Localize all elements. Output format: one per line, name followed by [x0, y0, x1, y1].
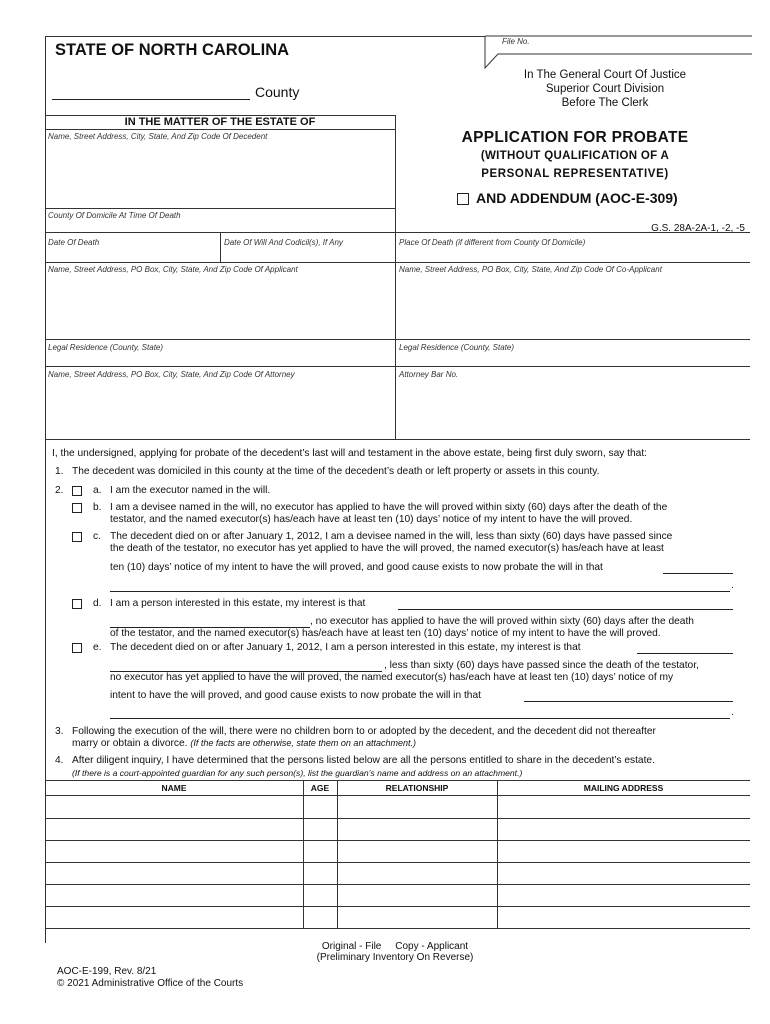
2c-reason-line-1[interactable]: [663, 573, 733, 574]
county-input-line[interactable]: [52, 99, 250, 100]
item-4-note: (If there is a court-appointed guardian for any such person(s), list the guardian’s name and address on an attachment.): [72, 768, 523, 778]
item-1-number: 1.: [55, 466, 64, 477]
item-2c-letter: c.: [93, 531, 101, 542]
attorney-label: Name, Street Address, PO Box, City, State, And Zip Code Of Attorney: [48, 370, 295, 379]
2e-interest-line-1[interactable]: [637, 653, 733, 654]
legal-residence-field[interactable]: [47, 353, 392, 365]
place-death-label: Place Of Death (if different from County Of Domicile): [399, 238, 586, 247]
table-row[interactable]: [46, 796, 749, 817]
2e-reason-line-2[interactable]: [110, 718, 730, 719]
item-2a-letter: a.: [93, 485, 102, 496]
item-3-number: 3.: [55, 726, 64, 737]
form-subtitle-2: PERSONAL REPRESENTATIVE): [481, 168, 669, 180]
applicant-field[interactable]: [47, 276, 392, 336]
file-no-label: File No.: [502, 37, 530, 46]
date-divider: [220, 232, 221, 262]
court-line-3: Before The Clerk: [561, 97, 649, 109]
date-death-field[interactable]: [47, 248, 217, 260]
item-2d-letter: d.: [93, 598, 102, 609]
col-header-relationship: RELATIONSHIP: [385, 783, 449, 793]
top-border-left: [45, 36, 485, 37]
item-3-line2: [72, 738, 416, 749]
table-bottom: [45, 928, 750, 929]
item-2b-letter: b.: [93, 502, 102, 513]
2e-period: .: [731, 707, 734, 718]
footer-inventory: (Preliminary Inventory On Reverse): [316, 952, 474, 963]
table-row[interactable]: [46, 819, 749, 839]
item-2-number: 2.: [55, 485, 64, 496]
file-no-field[interactable]: [545, 36, 745, 52]
item-2a-text: I am the executor named in the will.: [110, 485, 271, 496]
checkbox-2c[interactable]: [72, 532, 82, 542]
intro-text: I, the undersigned, applying for probate of the decedent’s last will and testament in the above estate, being first duly sworn, say that:: [52, 448, 648, 459]
2c-period: .: [731, 580, 734, 591]
2d-interest-line-1[interactable]: [398, 609, 733, 610]
decedent-label: Name, Street Address, City, State, And Zip Code Of Decedent: [48, 132, 268, 141]
legal-residence-label: Legal Residence (County, State): [48, 343, 164, 352]
table-row[interactable]: [46, 885, 749, 905]
attorney-field[interactable]: [47, 381, 392, 436]
table-row[interactable]: [46, 907, 749, 927]
legal-row-top: [45, 339, 750, 340]
item-2c-line1: The decedent died on or after January 1, 2012, I am a devisee named in the will, less than sixty (60) days have passed since: [110, 531, 673, 542]
center-divider-mid: [395, 232, 396, 439]
applicant-row-top: [45, 262, 750, 263]
applicant-label: Name, Street Address, PO Box, City, State, And Zip Code Of Applicant: [48, 265, 298, 274]
form-subtitle-1: (WITHOUT QUALIFICATION OF A: [480, 150, 670, 162]
co-applicant-field[interactable]: [397, 276, 747, 336]
checkbox-2e[interactable]: [72, 643, 82, 653]
co-applicant-label: Name, Street Address, PO Box, City, State, And Zip Code Of Co-Applicant: [399, 265, 662, 274]
item-4-line1: After diligent inquiry, I have determined that the persons listed below are all the persons entitled to share in the decedent’s estate.: [72, 755, 655, 766]
state-title: STATE OF NORTH CAROLINA: [55, 41, 290, 59]
court-line-2: Superior Court Division: [545, 83, 665, 95]
body-top-line: [45, 439, 750, 440]
bar-no-label: Attorney Bar No.: [399, 370, 459, 379]
date-row-top: [45, 232, 750, 233]
statute-ref: G.S. 28A-2A-1, -2, -5: [651, 223, 745, 234]
table-row[interactable]: [46, 841, 749, 861]
footer-copies: Original - File Copy - Applicant: [321, 941, 469, 952]
item-2c-line3: ten (10) days’ notice of my intent to have the will proved, and good cause exists to now probate the will in that: [110, 562, 603, 573]
copyright: © 2021 Administrative Office of the Courts: [57, 978, 244, 989]
item-2c-line2: the death of the testator, no executor has yet applied to have the will proved, the named executor(s) has/each have at least: [110, 543, 664, 554]
matter-bottom-line: [45, 129, 395, 130]
table-row[interactable]: [46, 863, 749, 883]
2e-reason-line-1[interactable]: [524, 701, 733, 702]
table-top: [45, 780, 750, 781]
item-2e-line2: , less than sixty (60) days have passed since the death of the testator,: [384, 660, 699, 671]
checkbox-2a[interactable]: [72, 486, 82, 496]
item-2d-line1: I am a person interested in this estate, my interest is that: [110, 598, 366, 609]
co-legal-residence-field[interactable]: [397, 353, 747, 365]
bar-no-field[interactable]: [397, 381, 747, 436]
item-1-text: The decedent was domiciled in this county at the time of the decedent’s death or left property or assets in this county.: [72, 466, 600, 477]
domicile-top-line: [45, 208, 395, 209]
item-2e-line4: intent to have the will proved, and good cause exists to now probate the will in that: [110, 690, 481, 701]
date-will-field[interactable]: [222, 248, 392, 260]
item-2e-line1: The decedent died on or after January 1, 2012, I am a person interested in this estate, my interest is that: [110, 642, 581, 653]
col-header-age: AGE: [310, 783, 330, 793]
attorney-row-top: [45, 366, 750, 367]
decedent-field[interactable]: [47, 142, 392, 207]
court-line-1: In The General Court Of Justice: [523, 69, 687, 81]
item-2d-line2: , no executor has applied to have the will proved within sixty (60) days after the death: [310, 616, 694, 627]
item-3-line2-text: marry or obtain a divorce.: [72, 738, 188, 749]
item-2d-line3: of the testator, and the named executor(s) has/each have at least ten (10) days’ notice of my intent to have the will proved.: [110, 628, 661, 639]
item-2b-line1: I am a devisee named in the will, no executor has applied to have the will proved within sixty (60) days after the death of the: [110, 502, 668, 513]
checkbox-2b[interactable]: [72, 503, 82, 513]
checkbox-2d[interactable]: [72, 599, 82, 609]
place-death-field[interactable]: [397, 248, 747, 260]
addendum-checkbox[interactable]: [457, 193, 469, 205]
item-2e-letter: e.: [93, 642, 102, 653]
item-3-note: (If the facts are otherwise, state them on an attachment.): [190, 738, 416, 748]
form-number: AOC-E-199, Rev. 8/21: [57, 966, 157, 977]
item-2e-line3: no executor has yet applied to have the will proved, the named executor(s) has/each have at least ten (10) days’ notice of my: [110, 672, 674, 683]
date-death-label: Date Of Death: [48, 238, 100, 247]
col-header-name: NAME: [161, 783, 187, 793]
item-2b-line2: testator, and the named executor(s) has/each have at least ten (10) days’ notice of my intent to have the will proved.: [110, 514, 633, 525]
2c-reason-line-2[interactable]: [110, 591, 730, 592]
form-title: APPLICATION FOR PROBATE: [461, 129, 689, 146]
date-will-label: Date Of Will And Codicil(s), If Any: [224, 238, 343, 247]
addendum-label: AND ADDENDUM (AOC-E-309): [476, 190, 678, 206]
item-3-line1: Following the execution of the will, there were no children born to or adopted by the decedent, and the decedent did not thereafter: [72, 726, 656, 737]
co-legal-residence-label: Legal Residence (County, State): [399, 343, 515, 352]
county-label: County: [255, 84, 300, 100]
domicile-field[interactable]: [47, 220, 392, 232]
domicile-label: County Of Domicile At Time Of Death: [48, 211, 181, 220]
matter-heading: IN THE MATTER OF THE ESTATE OF: [124, 116, 316, 128]
item-4-number: 4.: [55, 755, 64, 766]
center-divider-top: [395, 115, 396, 232]
col-header-mailing-address: MAILING ADDRESS: [583, 783, 664, 793]
